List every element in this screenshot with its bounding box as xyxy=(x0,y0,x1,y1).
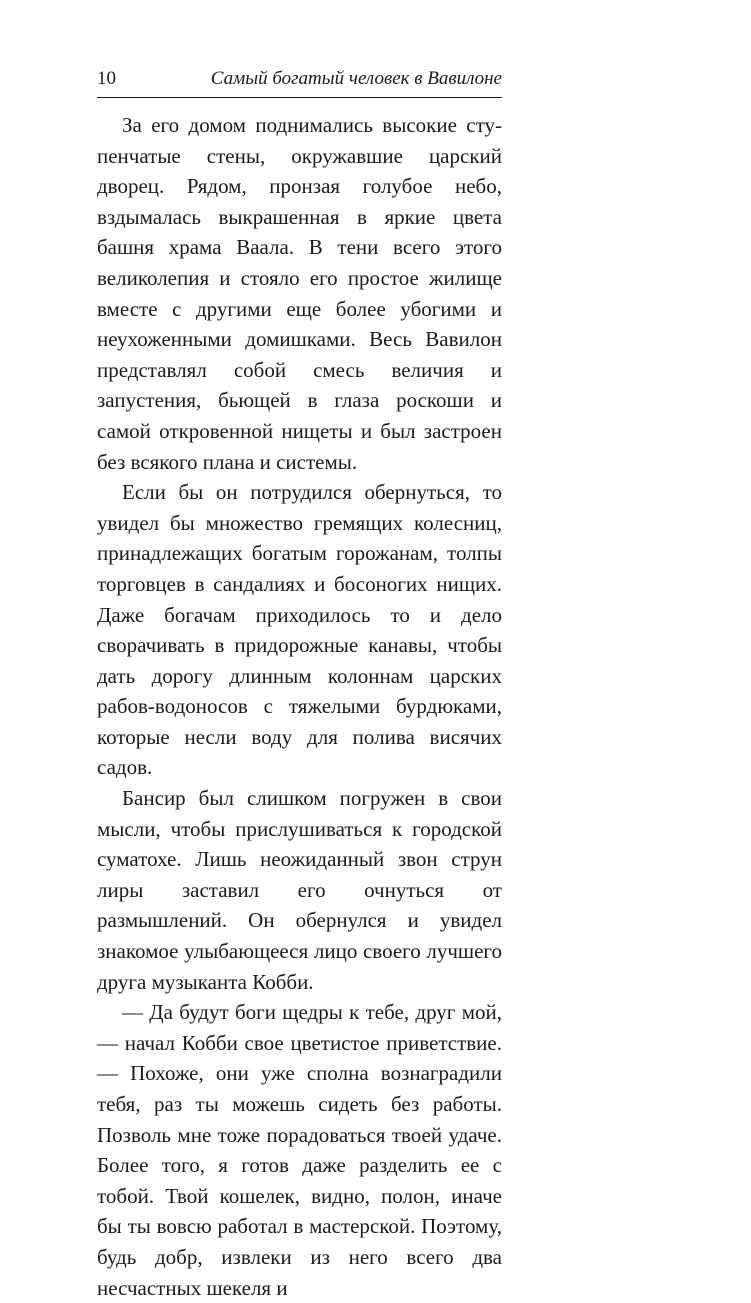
page-number: 10 xyxy=(97,68,116,89)
paragraph-4: — Да будут боги щедры к тебе, друг мой, — начал Кобби свое цветистое приветствие. — Похоже, они уже сполна вознаградили тебя, раз ты можешь сидеть без работы. Позволь мне тоже порадоваться твоей удаче. Более того, я готов даже разделить ее с тобой. Твой кошелек, видно, полон, иначе бы ты вовсю работал в мастерской. Поэтому, будь добр, извлеки из него всего два несчастных шекеля и xyxy=(97,1000,502,1300)
running-header xyxy=(97,66,502,98)
body-text xyxy=(97,110,502,1303)
book-page xyxy=(97,66,502,1303)
paragraph-2: Если бы он потрудился обернуться, то увидел бы множество гремящих колесниц, принадлежащих богатым горожанам, толпы торговцев в сандалиях и босоногих нищих. Даже богачам приходилось то и дело сворачивать в придорожные канавы, чтобы дать дорогу длинным колоннам царских рабов-водоносов с тяжелыми бурдюками, которые несли воду для полива висячих садов. xyxy=(97,480,502,780)
paragraph-3: Бансир был слишком погружен в свои мысли, чтобы прислушиваться к городской суматохе. Лишь неожиданный звон струн лиры заставил его очнуться от размышлений. Он обернулся и увидел знакомое улыбающееся лицо своего лучшего друга музыканта Кобби. xyxy=(97,786,502,994)
paragraph-1: За его домом поднимались высокие ступенчатые стены, окружавшие царский дворец. Рядом, пронзая голубое небо, вздымалась выкрашенная в яркие цвета башня храма Ваала. В тени всего этого великолепия и стояло его простое жилище вместе с другими еще более убогими и неухоженными домишками. Весь Вавилон представлял собой смесь величия и запустения, бьющей в глаза роскоши и самой откровенной нищеты и был застроен без всякого плана и системы. xyxy=(97,113,502,474)
running-title: Самый богатый человек в Вавилоне xyxy=(210,68,502,89)
